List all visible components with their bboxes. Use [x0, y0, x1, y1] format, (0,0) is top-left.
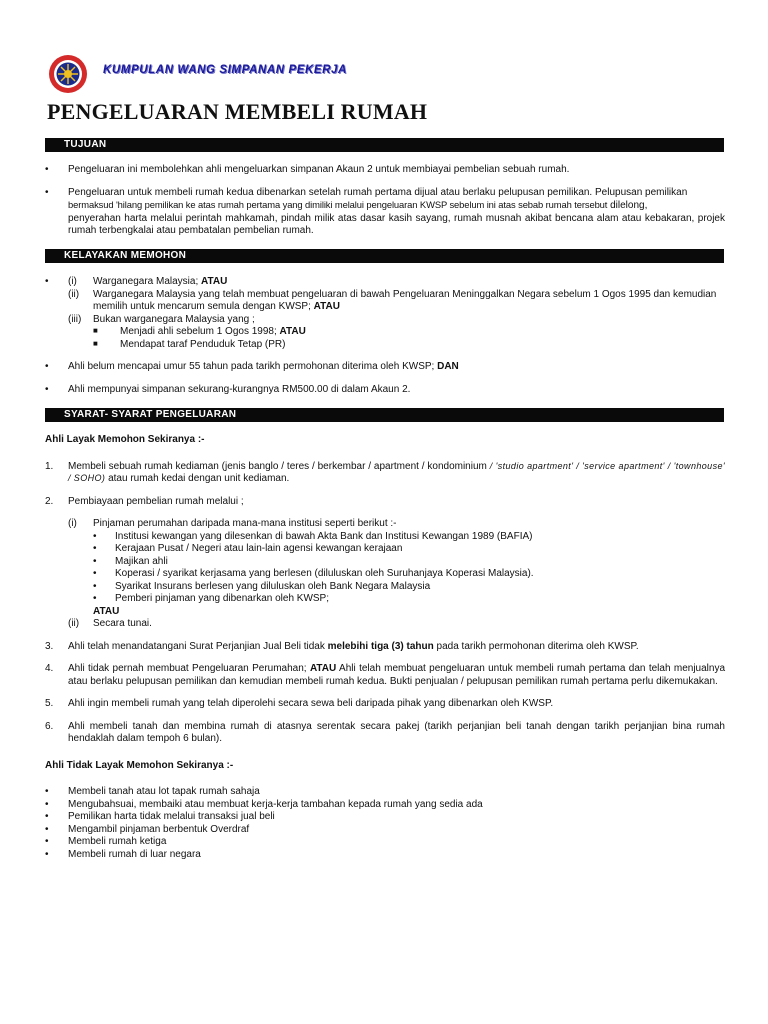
- keyword-atau: ATAU: [93, 605, 120, 617]
- item-number: 4.: [45, 663, 54, 674]
- sub-item: [68, 314, 725, 352]
- sub-bullet-item: [93, 339, 725, 352]
- institution-item: [93, 556, 725, 569]
- keyword-atau: ATAU: [309, 663, 337, 674]
- bullet-icon: •: [45, 276, 49, 287]
- item-text: Ahli membeli tanah dan membina rumah di atasnya serentak secara pakej (tarikh perjanjian beli tanah dengan tarikh perjanjian bina rumah hendaklah dalam tempoh 6 bulan).: [68, 720, 725, 744]
- institution-item: [93, 593, 725, 606]
- bullet-icon: •: [45, 811, 49, 822]
- numbered-item: [45, 461, 725, 486]
- item-text: Secara tunai.: [93, 618, 152, 629]
- keyword-atau: ATAU: [201, 276, 228, 287]
- item-text: Mendapat taraf Penduduk Tetap (PR): [120, 338, 286, 350]
- keyword-dan: DAN: [437, 361, 459, 372]
- item-number: 5.: [45, 698, 54, 709]
- syarat-section: [45, 434, 725, 861]
- bullet-icon: •: [93, 568, 97, 579]
- item-text: Pemberi pinjaman yang dibenarkan oleh KWSP;: [115, 593, 330, 604]
- item-text: Warganegara Malaysia yang telah membuat pengeluaran di bawah Pengeluaran Meninggalkan Negara sebelum 1 Ogos 1995 dan kemudian memilih untuk mencarum semula dengan KWSP;: [93, 288, 717, 312]
- bullet-icon: •: [45, 361, 49, 372]
- item-text: Majikan ahli: [115, 555, 168, 567]
- section-heading-kelayakan: KELAYAKAN MEMOHON: [45, 249, 724, 263]
- item-text: Pinjaman perumahan daripada mana-mana institusi seperti berikut :-: [93, 518, 397, 529]
- list-item: [45, 361, 725, 374]
- item-text: Institusi kewangan yang dilesenkan di bawah Akta Bank dan Institusi Kewangan 1989 (BAFIA): [115, 530, 533, 542]
- numbered-item: [45, 698, 725, 711]
- layak-title: Ahli Layak Memohon Sekiranya :-: [45, 434, 205, 445]
- item-number: 1.: [45, 460, 54, 472]
- numbered-item: [45, 496, 725, 631]
- keyword-atau: ATAU: [313, 301, 340, 312]
- item-text-bold: melebihi tiga (3) tahun: [327, 640, 434, 652]
- item-text: Ahli belum mencapai umur 55 tahun pada tarikh permohonan diterima oleh KWSP;: [68, 361, 435, 372]
- item-text: Membeli rumah ketiga: [68, 836, 167, 847]
- item-text: Ahli mempunyai simpanan sekurang-kurangnya RM500.00 di dalam Akaun 2.: [68, 383, 411, 395]
- item-number: (ii): [68, 288, 80, 300]
- numbered-item: [45, 663, 725, 688]
- kwsp-logo-icon: [48, 54, 88, 94]
- item-text: pada tarikh permohonan diterima oleh KWSP.: [436, 640, 639, 652]
- item-text: Ahli telah menandatangani Surat Perjanjian Jual Beli tidak: [68, 640, 325, 652]
- item-text: Membeli sebuah rumah kediaman (jenis banglo / teres / berkembar / apartment / kondominium: [68, 460, 487, 472]
- item-text-italic: / 'studio apartment' / 'service apartment' / 'townhouse' / SOHO): [68, 460, 726, 483]
- numbered-item: [45, 641, 725, 654]
- item-number: (i): [68, 276, 77, 287]
- list-item: [45, 836, 725, 849]
- section-heading-tujuan: TUJUAN: [45, 138, 724, 152]
- keyword-atau: ATAU: [279, 326, 306, 337]
- item-text: Membeli rumah di luar negara: [68, 848, 201, 860]
- bullet-icon: •: [93, 543, 97, 554]
- section-heading-syarat: SYARAT- SYARAT PENGELUARAN: [45, 408, 724, 422]
- item-text: Menjadi ahli sebelum 1 Ogos 1998;: [120, 326, 277, 337]
- sub-bullet-item: [93, 326, 725, 339]
- bullet-icon: •: [93, 580, 97, 592]
- list-item: [45, 786, 725, 799]
- item-text: Membeli tanah atau lot tapak rumah sahaja: [68, 786, 260, 797]
- item-number: 3.: [45, 640, 54, 652]
- kelayakan-section: [45, 276, 725, 396]
- sub-item: [68, 618, 725, 631]
- bullet-icon: •: [45, 798, 49, 810]
- bullet-icon: •: [45, 186, 49, 198]
- tujuan-text-2b: bermaksud 'hilang pemilikan ke atas rumah pertama yang dimiliki melalui pengeluaran KWSP sebelum ini atas sebab rumah tersebut: [68, 199, 608, 210]
- sub-item: [68, 518, 725, 618]
- organization-name: KUMPULAN WANG SIMPANAN PEKERJA: [103, 64, 347, 76]
- page-title: PENGELUARAN MEMBELI RUMAH: [47, 99, 428, 124]
- bullet-icon: •: [93, 593, 97, 604]
- bullet-icon: •: [93, 530, 97, 542]
- tujuan-text-1: Pengeluaran ini membolehkan ahli mengeluarkan simpanan Akaun 2 untuk membiayai pembelian sebuah rumah.: [68, 164, 570, 175]
- item-text: Ahli ingin membeli rumah yang telah diperolehi secara sewa beli daripada pihak yang dibenarkan oleh KWSP.: [68, 698, 554, 709]
- square-bullet-icon: ■: [93, 338, 98, 348]
- item-text: Pemilikan harta tidak melalui transaksi jual beli: [68, 811, 275, 822]
- item-text: Syarikat Insurans berlesen yang diluluskan oleh Bank Negara Malaysia: [115, 580, 431, 592]
- item-text: Warganegara Malaysia;: [93, 276, 199, 287]
- bullet-icon: •: [45, 836, 49, 847]
- bullet-icon: •: [45, 823, 49, 835]
- tujuan-text-2a: Pengeluaran untuk membeli rumah kedua dibenarkan setelah rumah pertama dijual atau berlaku pelupusan pemilikan. Pelupusan pemilikan: [68, 186, 688, 198]
- item-number: (ii): [68, 618, 80, 629]
- item-text: Kerajaan Pusat / Negeri atau lain-lain agensi kewangan kerajaan: [115, 543, 403, 554]
- square-bullet-icon: ■: [93, 326, 98, 335]
- bullet-icon: •: [45, 164, 49, 175]
- tidak-layak-title: Ahli Tidak Layak Memohon Sekiranya :-: [45, 759, 234, 771]
- list-item: [45, 187, 725, 238]
- item-number: (iii): [68, 313, 82, 325]
- bullet-icon: •: [45, 383, 49, 395]
- list-item: [45, 849, 725, 862]
- institution-item: [93, 531, 725, 544]
- institution-item: [93, 568, 725, 581]
- list-item: [45, 164, 725, 177]
- tujuan-section: [45, 164, 725, 238]
- item-text: Koperasi / syarikat kerjasama yang berlesen (diluluskan oleh Suruhanjaya Koperasi Malaysia).: [115, 568, 534, 579]
- bullet-icon: •: [93, 555, 97, 567]
- bullet-icon: •: [45, 848, 49, 860]
- tujuan-text-2b2: dilelong,: [610, 200, 648, 211]
- item-text: Ahli telah membuat pengeluaran untuk membeli rumah pertama dan telah menjualnya atau berlaku pelupusan pemilikan dan kemudian membeli rumah kedua. Bukti penjualan / pelupusan pemilikan rumah pertama perlu dikemukakan.: [68, 663, 726, 687]
- item-number: 2.: [45, 495, 54, 507]
- item-number: (i): [68, 518, 77, 529]
- item-text: atau rumah kedai dengan unit kediaman.: [108, 473, 290, 484]
- item-text: Ahli tidak pernah membuat Pengeluaran Perumahan;: [68, 663, 307, 674]
- list-item: [45, 799, 725, 812]
- item-text: Mengubahsuai, membaiki atau membuat kerja-kerja tambahan kepada rumah yang sedia ada: [68, 798, 483, 810]
- institution-item: [93, 581, 725, 594]
- numbered-item: [45, 721, 725, 746]
- list-item: [45, 276, 725, 351]
- item-number: 6.: [45, 720, 54, 732]
- sub-item: [68, 276, 725, 289]
- institution-item: [93, 543, 725, 556]
- list-item: [45, 811, 725, 824]
- sub-item: [68, 289, 725, 314]
- item-text: Pembiayaan pembelian rumah melalui ;: [68, 495, 244, 507]
- bullet-icon: •: [45, 786, 49, 797]
- tujuan-text-2c: penyerahan harta melalui perintah mahkamah, pindah milik atas dasar kasih sayang, rumah musnah akibat bencana alam atau kebakaran, projek rumah terbengkalai atau pembatalan pembelian rumah.: [68, 212, 725, 236]
- item-text: Mengambil pinjaman berbentuk Overdraf: [68, 823, 250, 835]
- list-item: [45, 384, 725, 397]
- item-text: Bukan warganegara Malaysia yang ;: [93, 313, 255, 325]
- list-item: [45, 824, 725, 837]
